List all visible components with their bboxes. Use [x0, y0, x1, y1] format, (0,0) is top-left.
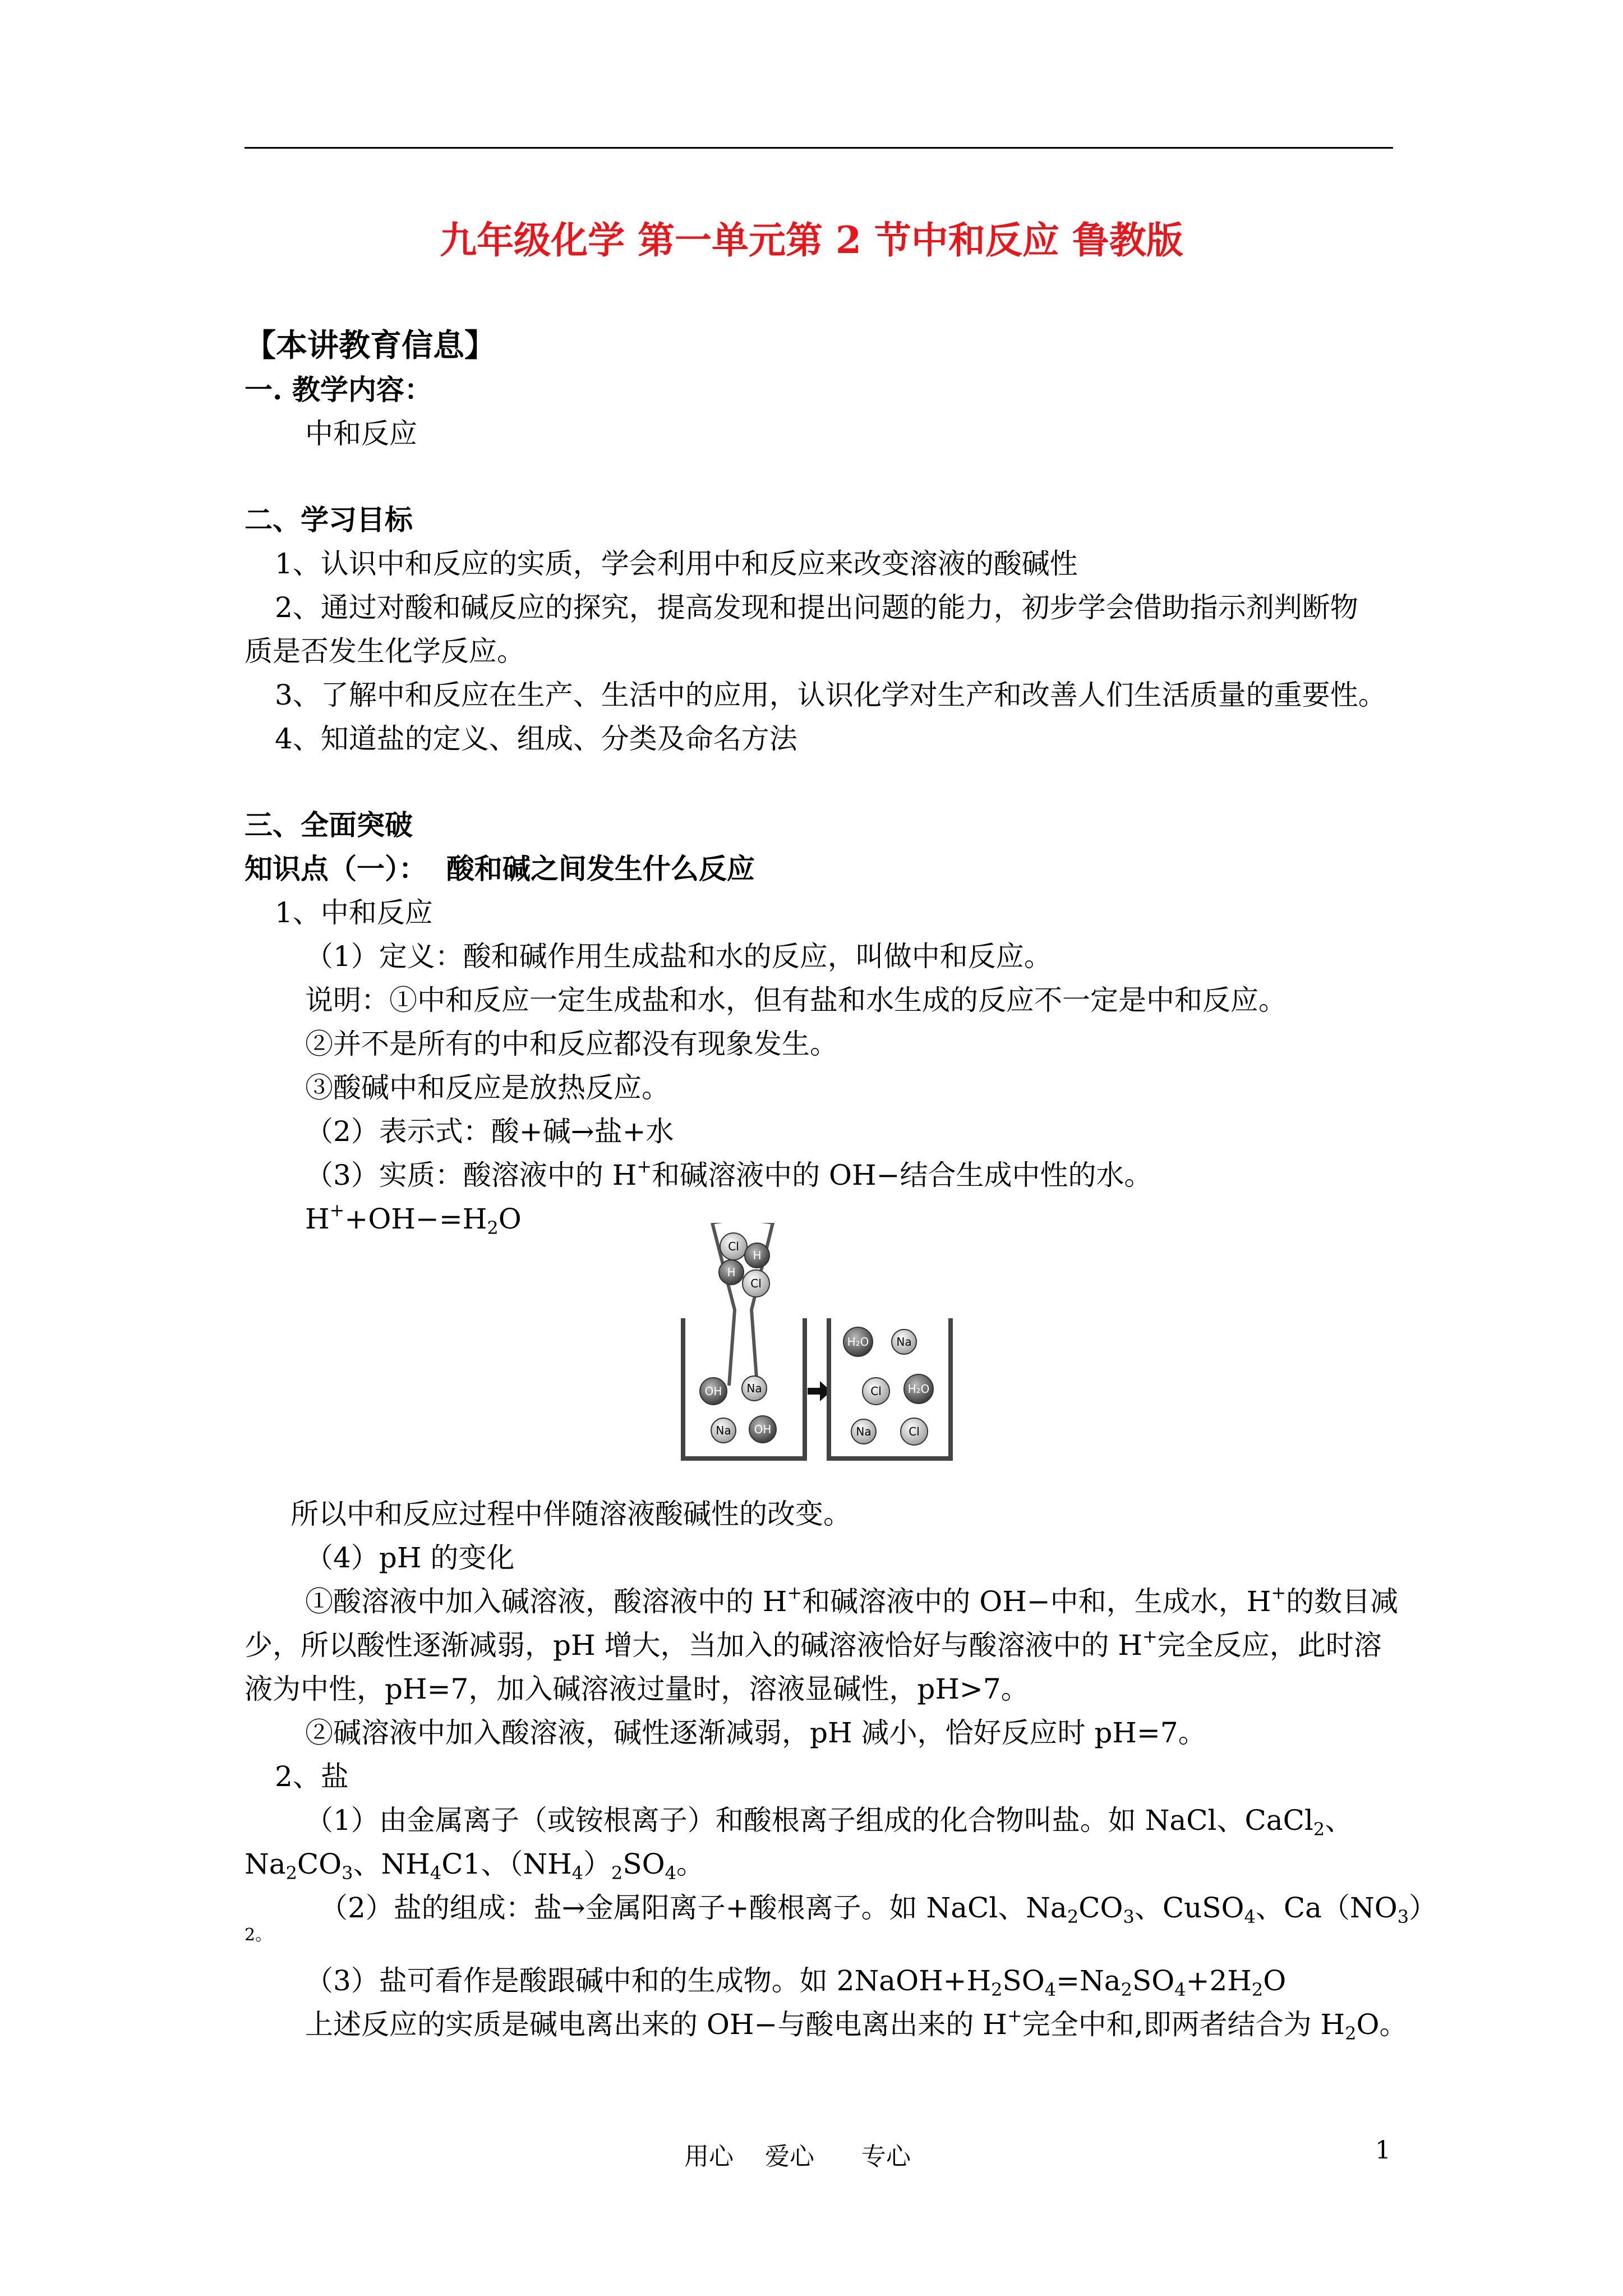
- salt-definition-line-2: $Na_2CO_3$、$NH_4C1$、$(NH_4)_2SO_4$。: [245, 1848, 704, 1884]
- goal-2-line-1: 2、通过对酸和碱反应的探究，提高发现和提出问题的能力，初步学会借助指示剂判断物: [275, 591, 1358, 624]
- ph-line-1: ①酸溶液中加入碱溶液，酸溶液中的 H+和碱溶液中的 OH−中和，生成水，H+的数目减: [305, 1582, 1399, 1618]
- right-beaker-ions: [843, 1327, 933, 1445]
- dropper-ions: [719, 1233, 769, 1297]
- definition: （1）定义：酸和碱作用生成盐和水的反应，叫做中和反应。: [305, 940, 1052, 973]
- section-1-text: 中和反应: [305, 417, 417, 450]
- essence: （3）实质：酸溶液中的 H+和碱溶液中的 OH−结合生成中性的水。: [305, 1156, 1152, 1191]
- svg-text:Na: Na: [716, 1424, 731, 1437]
- svg-text:Cl: Cl: [870, 1384, 882, 1398]
- salt-neutralization: （3）盐可看作是酸跟碱中和的生成物。如 $2NaOH+H_2SO_4=Na_2SO_4+2H_2O$: [305, 1964, 1287, 2000]
- knowledge-point-1: [245, 852, 755, 886]
- left-beaker-ions: [700, 1376, 776, 1443]
- page-number: 1: [1375, 2136, 1391, 2165]
- ph-line-4: ②碱溶液中加入酸溶液，碱性逐渐减弱，pH 减小，恰好反应时 pH=7。: [305, 1717, 1206, 1749]
- svg-text:Na: Na: [896, 1335, 912, 1349]
- ionic-equation: $H^++OH-=H_2O$: [305, 1199, 522, 1239]
- note-3: ③酸碱中和反应是放热反应。: [305, 1071, 670, 1104]
- salt-definition-line-1: （1）由金属离子（或铵根离子）和酸根离子组成的化合物叫盐。如 NaCl、CaCl$_2$、: [305, 1804, 1353, 1840]
- item-1-heading: 1、中和反应: [275, 896, 433, 929]
- section-1-heading: 一. 教学内容：: [245, 373, 432, 406]
- svg-text:Cl: Cl: [728, 1240, 739, 1253]
- note-1: 说明：①中和反应一定生成盐和水，但有盐和水生成的反应不一定是中和反应。: [305, 984, 1287, 1016]
- svg-text:H₂O: H₂O: [907, 1382, 930, 1396]
- top-rule: [245, 147, 1393, 149]
- goal-2-line-2: 质是否发生化学反应。: [245, 635, 525, 668]
- section-3-heading: 三、全面突破: [245, 808, 413, 841]
- svg-text:Cl: Cl: [909, 1425, 920, 1438]
- svg-text:OH: OH: [754, 1423, 772, 1436]
- svg-text:Na: Na: [856, 1425, 872, 1438]
- after-figure: 所以中和反应过程中伴随溶液酸碱性的改变。: [291, 1498, 851, 1530]
- svg-text:H₂O: H₂O: [847, 1335, 869, 1349]
- expression: （2）表示式：酸+碱→盐+水: [305, 1115, 674, 1148]
- header-tag: 【本讲教育信息】: [245, 327, 496, 364]
- goal-3: 3、了解中和反应在生产、生活中的应用，认识化学对生产和改善人们生活质量的重要性。: [275, 679, 1386, 711]
- neutralization-diagram: [673, 1223, 953, 1475]
- svg-text:Na: Na: [746, 1382, 762, 1395]
- svg-text:H: H: [727, 1266, 736, 1279]
- reaction-essence: 上述反应的实质是碱电离出来的 OH−与酸电离出来的 H+完全中和,即两者结合为 $H_2O$。: [305, 2005, 1408, 2044]
- ph-heading: （4）pH 的变化: [305, 1542, 515, 1574]
- page-footer: 用心 爱心 专心: [684, 2142, 911, 2171]
- ph-line-3: 液为中性，pH=7，加入碱溶液过量时，溶液显碱性，pH>7。: [245, 1673, 1029, 1705]
- item-2-heading: 2、盐: [275, 1760, 349, 1793]
- svg-text:Cl: Cl: [750, 1277, 762, 1290]
- section-2-heading: 二、学习目标: [245, 503, 413, 536]
- goal-1: 1、认识中和反应的实质，学会利用中和反应来改变溶液的酸碱性: [275, 547, 1078, 580]
- salt-composition-wrap: 2。: [245, 1925, 273, 1945]
- note-2: ②并不是所有的中和反应都没有现象发生。: [305, 1028, 838, 1060]
- kp-label: 知识点（一）：: [245, 852, 427, 885]
- kp-title: 酸和碱之间发生什么反应: [446, 852, 755, 885]
- ph-line-2: 少，所以酸性逐渐减弱，pH 增大，当加入的碱溶液恰好与酸溶液中的 H+完全反应，此时溶: [245, 1626, 1382, 1662]
- document-title: 九年级化学 第一单元第 2 节中和反应 鲁教版: [440, 218, 1183, 262]
- svg-text:H: H: [753, 1249, 762, 1262]
- goal-4: 4、知道盐的定义、组成、分类及命名方法: [275, 723, 797, 755]
- svg-text:OH: OH: [704, 1384, 722, 1398]
- salt-composition: （2）盐的组成：盐→金属阳离子+酸根离子。如 NaCl、$Na_2CO_3$、CuSO$_4$、$Ca(NO_3)$: [320, 1892, 1437, 1927]
